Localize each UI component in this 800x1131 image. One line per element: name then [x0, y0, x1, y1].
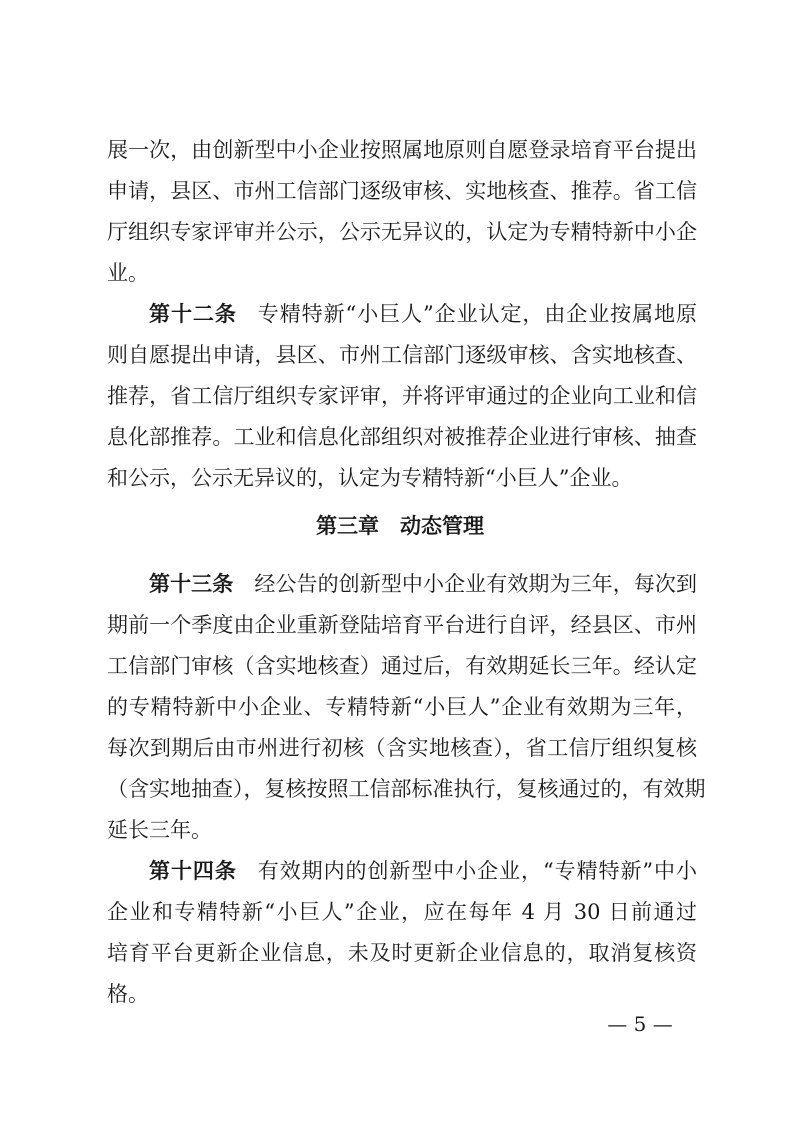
page-number: — 5 —: [607, 1012, 673, 1036]
article-12-title: 第十二条: [149, 301, 237, 326]
paragraph-line: 则自愿提出申请，县区、市州工信部门逐级审核、含实地核查、: [107, 343, 697, 367]
article-12-first-line: [149, 298, 697, 330]
article-14-text: 有效期内的创新型中小企业，“专精特新”中小: [257, 859, 697, 883]
article-13-first-line: [149, 568, 697, 600]
article-14-title: 第十四条: [149, 858, 237, 883]
paragraph-line: 的专精特新中小企业、专精特新“小巨人”企业有效期为三年，: [107, 695, 697, 719]
paragraph-line: 延长三年。: [107, 818, 212, 842]
paragraph-line: 厅组织专家评审并公示，公示无异议的，认定为专精特新中小企: [107, 220, 697, 244]
article-12-text: 专精特新“小巨人”企业认定，由企业按属地原: [257, 302, 697, 326]
chapter-title: 第三章 动态管理: [316, 514, 484, 538]
paragraph-line: 培育平台更新企业信息，未及时更新企业信息的，取消复核资: [107, 941, 697, 965]
paragraph-line: 企业和专精特新“小巨人”企业，应在每年 4 月 30 日前通过: [107, 900, 697, 924]
paragraph-line: 期前一个季度由企业重新登陆培育平台进行自评，经县区、市州: [107, 613, 697, 637]
paragraph-line: 息化部推荐。工业和信息化部组织对被推荐企业进行审核、抽查: [107, 425, 697, 449]
article-13-title: 第十三条: [149, 571, 234, 596]
article-13-text: 经公告的创新型中小企业有效期为三年，每次到: [254, 572, 698, 596]
paragraph-line: 推荐，省工信厅组织专家评审，并将评审通过的企业向工业和信: [107, 384, 697, 408]
article-14-first-line: [149, 855, 697, 887]
paragraph-line: 和公示，公示无异议的，认定为专精特新“小巨人”企业。: [107, 466, 633, 490]
paragraph-line: 申请，县区、市州工信部门逐级审核、实地核查、推荐。省工信: [107, 179, 697, 203]
paragraph-line: 工信部门审核（含实地核查）通过后，有效期延长三年。经认定: [107, 654, 697, 678]
paragraph-line: 每次到期后由市州进行初核（含实地核查），省工信厅组织复核: [107, 736, 697, 760]
paragraph-line: 业。: [107, 261, 149, 285]
paragraph-line: 展一次，由创新型中小企业按照属地原则自愿登录培育平台提出: [107, 138, 697, 162]
paragraph-line: （含实地抽查），复核按照工信部标准执行，复核通过的，有效期: [107, 777, 706, 801]
paragraph-line: 格。: [107, 982, 149, 1006]
